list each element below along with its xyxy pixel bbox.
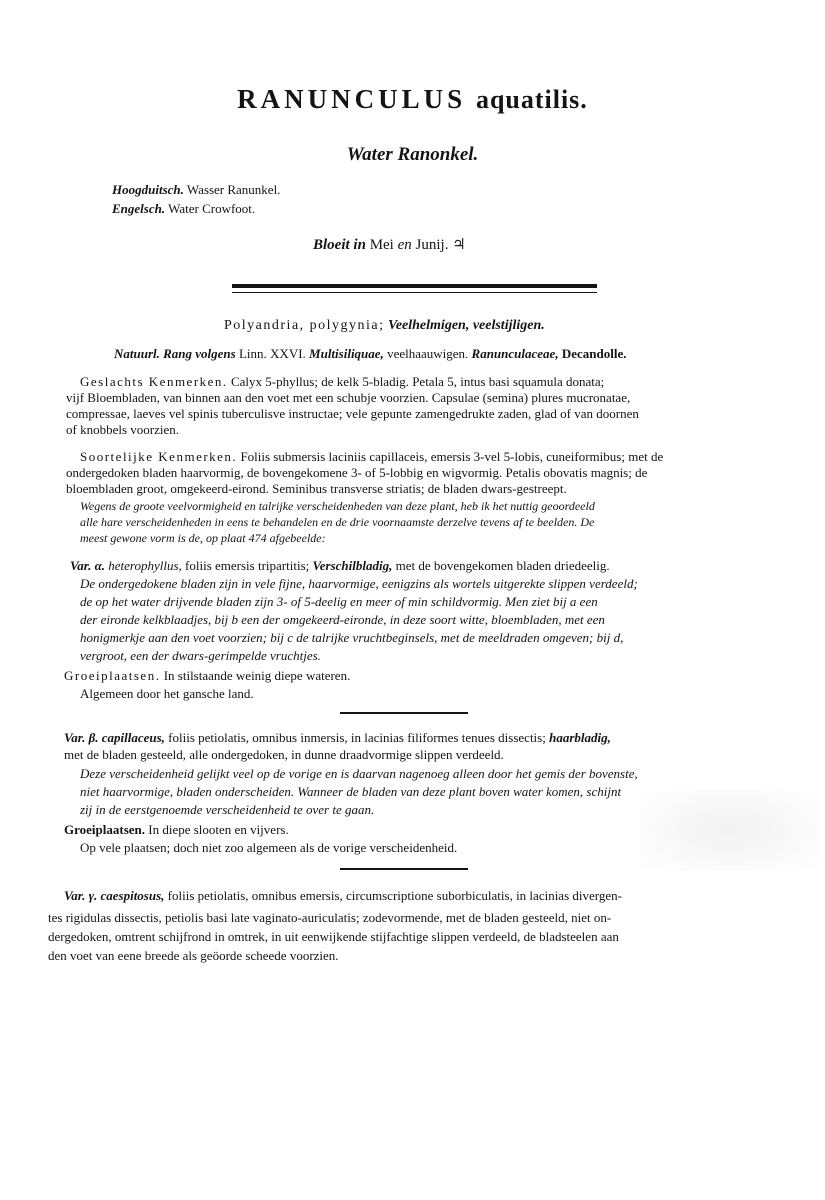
variety-beta-heading: Var. β. capillaceus, foliis petiolatis, omnibus inmersis, in lacinias filiformes tenues dissectis; haarbladig, [64,730,611,745]
habitat-2-line-2: Op vele plaatsen; doch niet zoo algemeen als de vorige verscheidenheid. [80,840,458,855]
variety-divider-1 [340,712,468,714]
variety-alpha-heading: Var. α. heterophyllus, foliis emersis tripartitis; Verschilbladig, met de bovengekomen bladen driedeelig. [70,558,610,573]
variety-beta-line-4: niet haarvormige, bladen onderscheiden. Wanneer de bladen van deze plant boven water komen, schijnt [80,784,622,799]
genus-name: RANUNCULUS [237,84,467,114]
species-characters-line-2: ondergedoken bladen haarvormig, de bovengekomene 3- of 5-lobbig en wigvormig. Petalis obovatis magnis; de [66,465,648,480]
note-line-2: alle hare verscheidenheden in eens te behandelen en de drie voornaamste derzelve tevens af te beelden. De [80,515,595,529]
section-divider-thick [232,284,597,288]
variety-alpha-line-4: honigmerkje aan den voet voorzien; bij c de talrijke vruchtbeginsels, met de meeldraden omgeven; bij d, [80,630,624,645]
genus-characters-line-2: vijf Bloembladen, van binnen aan den voet met een schubje voorzien. Capsulae (semina) plures mucronatae, [66,390,631,405]
genus-characters-line-3: compressae, laeves vel spinis tuberculisve instructae; vele gepunte zamengedrukte zaden, glad of van doornen [66,406,639,421]
variety-beta-line-2: met de bladen gesteeld, alle ondergedoken, in dunne draadvormige slippen verdeeld. [64,747,504,762]
variety-gamma-line-2: tes rigidulas dissectis, petiolis basi late vaginato-auriculatis; zodevormende, met de bladen gesteeld, niet on- [48,910,612,925]
note-line-3: meest gewone vorm is de, op plaat 474 afgebeelde: [80,531,326,545]
habitat-2-line-1: Groeiplaatsen. In diepe slooten en vijvers. [64,822,289,837]
natural-rank-line: Natuurl. Rang volgens Linn. XXVI. Multisiliquae, veelhaauwigen. Ranunculaceae, Decandolle. [114,346,627,361]
variety-alpha-line-2: de op het water drijvende bladen zijn 3- of 5-deelig en meer of min schildvormig. Men ziet bij a een [80,594,598,609]
bloom-period: Bloeit in Mei en Junij. ♃ [313,237,466,253]
variety-alpha-line-1: De ondergedokene bladen zijn in vele fijne, haarvormige, eenigzins als wortels uitgerekte slippen verdeeld; [80,576,638,591]
section-divider-thin [232,292,597,293]
species-name: aquatilis. [475,85,588,114]
note-line-1: Wegens de groote veelvormigheid en talrijke verscheidenheden van deze plant, heb ik het nuttig geoordeeld [80,499,595,513]
name-english: Engelsch. Water Crowfoot. [112,201,256,216]
variety-alpha-line-5: vergroot, een der dwars-gerimpelde vruchtjes. [80,648,321,663]
name-german: Hoogduitsch. Wasser Ranunkel. [112,182,281,197]
perennial-symbol: ♃ [452,237,466,253]
species-characters-line-1: Soortelijke Kenmerken. Foliis submersis laciniis capillaceis, emersis 3-vel 5-lobis, cuneiformibus; met de [80,449,664,464]
species-characters-line-3: bloembladen groot, omgekeerd-eirond. Seminibus transverse striatis; de bladen dwars-gestreept. [66,481,567,496]
variety-divider-2 [340,868,468,870]
habitat-1-line-1: Groeiplaatsen. In stilstaande weinig diepe wateren. [64,668,351,683]
variety-gamma-line-1: Var. γ. caespitosus, foliis petiolatis, omnibus emersis, circumscriptione suborbiculatis, in lacinias divergen- [64,888,622,903]
genus-characters-line-4: of knobbels voorzien. [66,422,180,437]
common-name: Water Ranonkel. [346,144,479,165]
variety-beta-line-3: Deze verscheidenheid gelijkt veel op de vorige en is daarvan nagenoeg alleen door het gemis der bovenste, [80,766,638,781]
habitat-1-line-2: Algemeen door het gansche land. [80,686,254,701]
variety-alpha-line-3: der eironde kelkblaadjes, bij b een der omgekeerd-eironde, in deze soort witte, bloembladen, met een [80,612,605,627]
variety-gamma-line-4: den voet van eene breede als geöorde scheede voorzien. [48,948,339,963]
variety-beta-line-5: zij in de eerstgenoemde verscheidenheid te over te gaan. [80,802,375,817]
variety-gamma-line-3: dergedoken, omtrent schijfrond in omtrek, in uit eenwijkende stijfachtige slippen verdeeld, de bladsteelen aan [48,929,619,944]
class-line: Polyandria, polygynia; Veelhelmigen, veelstijligen. [224,318,545,333]
show-through-bleed [640,790,820,870]
genus-characters-line-1: Geslachts Kenmerken. Calyx 5-phyllus; de kelk 5-bladig. Petala 5, intus basi squamula donata; [80,374,605,389]
page-title [0,84,825,115]
